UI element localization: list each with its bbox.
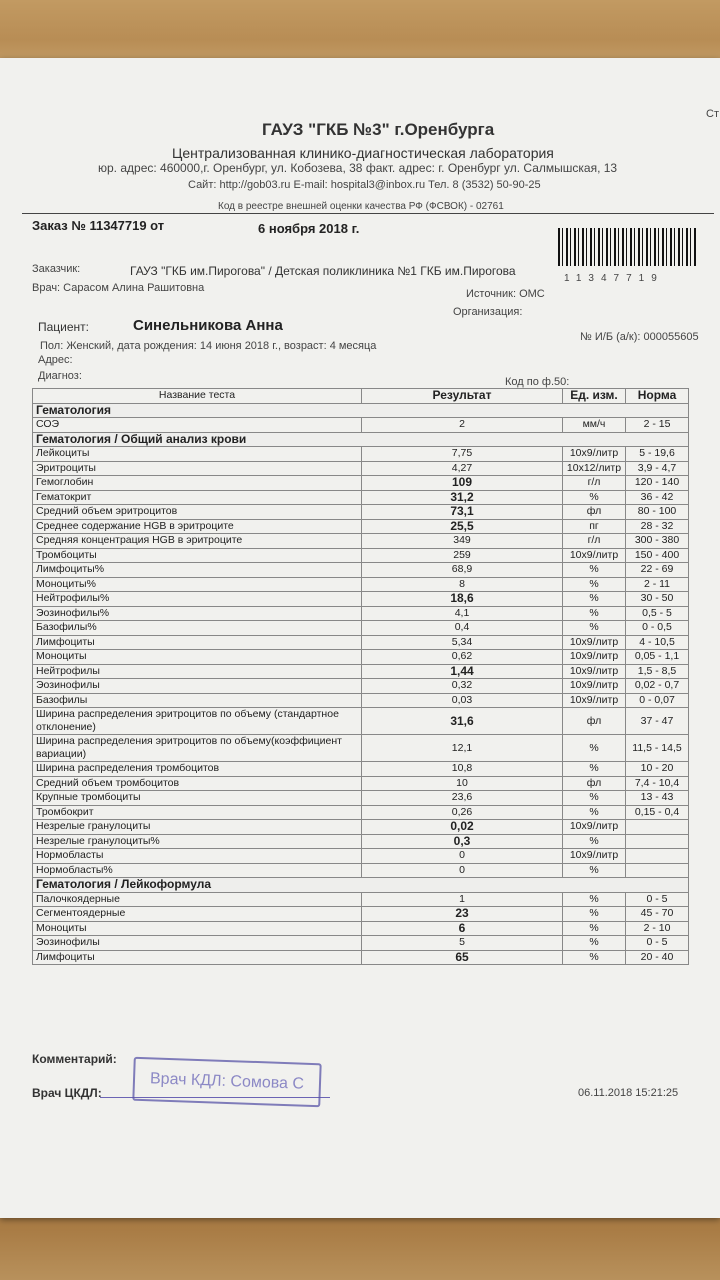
test-name: Гематокрит: [33, 490, 362, 505]
table-row: [33, 708, 689, 735]
test-norm: 3,9 - 4,7: [626, 461, 689, 476]
test-unit: фл: [563, 505, 626, 520]
test-norm: 36 - 42: [626, 490, 689, 505]
test-result: 23,6: [362, 791, 563, 806]
test-norm: 4 - 10,5: [626, 635, 689, 650]
test-unit: %: [563, 606, 626, 621]
test-unit: 10х9/литр: [563, 693, 626, 708]
test-unit: 10х9/литр: [563, 635, 626, 650]
column-norm-header: Норма: [626, 389, 689, 404]
test-norm: 28 - 32: [626, 519, 689, 534]
table-row: [33, 606, 689, 621]
test-norm: 10 - 20: [626, 762, 689, 777]
test-norm: 2 - 10: [626, 921, 689, 936]
test-result: 1,44: [362, 664, 563, 679]
test-name: Моноциты: [33, 650, 362, 665]
test-norm: 120 - 140: [626, 476, 689, 491]
test-norm: 22 - 69: [626, 563, 689, 578]
test-unit: %: [563, 805, 626, 820]
test-result: 0,32: [362, 679, 563, 694]
order-number: Заказ № 11347719 от: [32, 218, 165, 233]
table-row: [33, 534, 689, 549]
test-result: 12,1: [362, 735, 563, 762]
test-norm: [626, 820, 689, 835]
test-name: Крупные тромбоциты: [33, 791, 362, 806]
test-name: Гемоглобин: [33, 476, 362, 491]
test-name: Эозинофилы%: [33, 606, 362, 621]
table-row: [33, 834, 689, 849]
test-name: Нейтрофилы%: [33, 592, 362, 607]
table-row: [33, 577, 689, 592]
test-name: Незрелые гранулоциты%: [33, 834, 362, 849]
form-code-label: Код по ф.50:: [505, 376, 570, 388]
test-name: Нейтрофилы: [33, 664, 362, 679]
test-unit: %: [563, 950, 626, 965]
table-row: [33, 621, 689, 636]
table-row: [33, 907, 689, 922]
test-unit: 10х9/литр: [563, 650, 626, 665]
test-result: 2: [362, 418, 563, 433]
test-name: Моноциты: [33, 921, 362, 936]
test-norm: 1,5 - 8,5: [626, 664, 689, 679]
test-unit: 10х9/литр: [563, 820, 626, 835]
diagnosis-label: Диагноз:: [38, 370, 82, 382]
test-name: Моноциты%: [33, 577, 362, 592]
table-row: [33, 490, 689, 505]
test-unit: %: [563, 936, 626, 951]
table-row: [33, 519, 689, 534]
patient-label: Пациент:: [38, 320, 90, 334]
test-result: 5,34: [362, 635, 563, 650]
test-norm: 2 - 11: [626, 577, 689, 592]
section-header-row: [33, 403, 689, 418]
test-result: 0: [362, 849, 563, 864]
test-name: Эозинофилы: [33, 936, 362, 951]
test-name: Нормобласты: [33, 849, 362, 864]
test-unit: фл: [563, 776, 626, 791]
test-unit: %: [563, 621, 626, 636]
table-row: [33, 820, 689, 835]
test-norm: 0,5 - 5: [626, 606, 689, 621]
test-unit: %: [563, 892, 626, 907]
print-timestamp: 06.11.2018 15:21:25: [578, 1087, 679, 1099]
test-norm: 0,02 - 0,7: [626, 679, 689, 694]
table-row: [33, 664, 689, 679]
table-row: [33, 849, 689, 864]
test-result: 4,1: [362, 606, 563, 621]
test-result: 0,4: [362, 621, 563, 636]
org-title: ГАУЗ "ГКБ №3" г.Оренбурга: [262, 120, 495, 139]
customer-label: Заказчик:: [32, 263, 81, 275]
test-norm: 5 - 19,6: [626, 447, 689, 462]
barcode-number: 11347719: [564, 273, 664, 284]
test-result: 73,1: [362, 505, 563, 520]
test-result: 0,62: [362, 650, 563, 665]
test-name: Базофилы%: [33, 621, 362, 636]
test-unit: фл: [563, 708, 626, 735]
table-row: [33, 447, 689, 462]
test-result: 68,9: [362, 563, 563, 578]
table-row: [33, 892, 689, 907]
test-norm: [626, 834, 689, 849]
table-row: [33, 592, 689, 607]
test-norm: 20 - 40: [626, 950, 689, 965]
section-title: Гематология: [33, 403, 689, 418]
table-row: [33, 762, 689, 777]
test-result: 0,26: [362, 805, 563, 820]
referring-doctor: Врач: Сарасом Алина Рашитовна: [32, 282, 205, 294]
customer-value: ГАУЗ "ГКБ им.Пирогова" / Детская поликлиника №1 ГКБ им.Пирогова: [130, 264, 516, 278]
test-result: 259: [362, 548, 563, 563]
test-norm: 37 - 47: [626, 708, 689, 735]
test-norm: 80 - 100: [626, 505, 689, 520]
test-name: Средний объем эритроцитов: [33, 505, 362, 520]
test-norm: 30 - 50: [626, 592, 689, 607]
test-name: Лимфоциты: [33, 950, 362, 965]
test-result: 31,2: [362, 490, 563, 505]
table-row: [33, 461, 689, 476]
test-name: Эозинофилы: [33, 679, 362, 694]
test-result: 349: [362, 534, 563, 549]
header-divider: [22, 213, 714, 214]
test-unit: %: [563, 490, 626, 505]
test-result: 7,75: [362, 447, 563, 462]
test-name: Ширина распределения эритроцитов по объему(коэффициент вариации): [33, 735, 362, 762]
test-result: 18,6: [362, 592, 563, 607]
test-unit: %: [563, 577, 626, 592]
address-label: Адрес:: [38, 354, 73, 366]
column-unit-header: Ед. изм.: [563, 389, 626, 404]
test-result: 65: [362, 950, 563, 965]
table-row: [33, 418, 689, 433]
medical-record-number: № И/Б (а/к): 000055605: [580, 331, 699, 343]
table-row: [33, 505, 689, 520]
test-name: Лейкоциты: [33, 447, 362, 462]
test-result: 0,02: [362, 820, 563, 835]
test-unit: 10х9/литр: [563, 664, 626, 679]
test-name: Тромбоциты: [33, 548, 362, 563]
test-unit: мм/ч: [563, 418, 626, 433]
table-row: [33, 635, 689, 650]
comment-label: Комментарий:: [32, 1052, 117, 1066]
lab-report-sheet: [0, 58, 720, 1218]
test-norm: 0,15 - 0,4: [626, 805, 689, 820]
test-unit: %: [563, 735, 626, 762]
test-unit: пг: [563, 519, 626, 534]
test-norm: 0,05 - 1,1: [626, 650, 689, 665]
test-norm: [626, 863, 689, 878]
test-unit: г/л: [563, 476, 626, 491]
table-header-row: [33, 389, 689, 404]
order-date: 6 ноября 2018 г.: [258, 221, 360, 236]
test-name: Средний объем тромбоцитов: [33, 776, 362, 791]
test-unit: %: [563, 592, 626, 607]
test-result: 23: [362, 907, 563, 922]
table-row: [33, 791, 689, 806]
test-unit: %: [563, 907, 626, 922]
test-result: 1: [362, 892, 563, 907]
section-title: Гематология / Лейкоформула: [33, 878, 689, 893]
test-unit: 10х9/литр: [563, 447, 626, 462]
patient-name: Синельникова Анна: [133, 317, 283, 334]
test-norm: 0 - 5: [626, 936, 689, 951]
test-name: Базофилы: [33, 693, 362, 708]
table-row: [33, 693, 689, 708]
lab-title: Централизованная клинико-диагностическая лаборатория: [172, 145, 554, 161]
test-norm: 0 - 5: [626, 892, 689, 907]
table-row: [33, 679, 689, 694]
test-name: Ширина распределения тромбоцитов: [33, 762, 362, 777]
test-name: Эритроциты: [33, 461, 362, 476]
test-result: 0: [362, 863, 563, 878]
column-result-header: Результат: [362, 389, 563, 404]
test-name: СОЭ: [33, 418, 362, 433]
test-unit: 10х9/литр: [563, 548, 626, 563]
test-norm: 7,4 - 10,4: [626, 776, 689, 791]
test-name: Среднее содержание HGB в эритроците: [33, 519, 362, 534]
table-row: [33, 936, 689, 951]
test-unit: %: [563, 921, 626, 936]
test-unit: 10х9/литр: [563, 849, 626, 864]
test-result: 109: [362, 476, 563, 491]
test-result: 10: [362, 776, 563, 791]
test-norm: 45 - 70: [626, 907, 689, 922]
test-unit: %: [563, 863, 626, 878]
test-unit: %: [563, 762, 626, 777]
test-name: Незрелые гранулоциты: [33, 820, 362, 835]
column-name-header: Название теста: [33, 389, 362, 404]
test-norm: 13 - 43: [626, 791, 689, 806]
test-unit: %: [563, 563, 626, 578]
test-norm: 2 - 15: [626, 418, 689, 433]
table-row: [33, 735, 689, 762]
table-row: [33, 921, 689, 936]
test-name: Лимфоциты%: [33, 563, 362, 578]
test-result: 4,27: [362, 461, 563, 476]
test-name: Тромбокрит: [33, 805, 362, 820]
test-result: 31,6: [362, 708, 563, 735]
test-name: Ширина распределения эритроцитов по объему (стандартное отклонение): [33, 708, 362, 735]
registry-code: Код в реестре внешней оценки качества РФ (ФСВОК) - 02761: [218, 201, 504, 212]
doctor-stamp: Врач КДЛ: Сомова С: [132, 1057, 321, 1108]
test-result: 8: [362, 577, 563, 592]
table-row: [33, 548, 689, 563]
org-address: юр. адрес: 460000,г. Оренбург, ул. Кобозева, 38 факт. адрес: г. Оренбург ул. Салмышская, 13: [98, 161, 618, 175]
test-result: 10,8: [362, 762, 563, 777]
table-row: [33, 950, 689, 965]
table-row: [33, 476, 689, 491]
lab-doctor-label: Врач ЦКДЛ:: [32, 1086, 102, 1100]
test-norm: 150 - 400: [626, 548, 689, 563]
test-result: 6: [362, 921, 563, 936]
test-norm: 0 - 0,07: [626, 693, 689, 708]
patient-sex-dob: Пол: Женский, дата рождения: 14 июня 2018 г., возраст: 4 месяца: [40, 340, 377, 352]
section-header-row: [33, 878, 689, 893]
table-row: [33, 650, 689, 665]
test-name: Средняя концентрация HGB в эритроците: [33, 534, 362, 549]
test-unit: %: [563, 834, 626, 849]
table-row: [33, 863, 689, 878]
payment-source: Источник: ОМС: [466, 288, 545, 300]
barcode: [558, 228, 696, 266]
table-row: [33, 805, 689, 820]
test-name: Палочкоядерные: [33, 892, 362, 907]
test-result: 0,3: [362, 834, 563, 849]
test-unit: 10х9/литр: [563, 679, 626, 694]
test-norm: 0 - 0,5: [626, 621, 689, 636]
test-result: 25,5: [362, 519, 563, 534]
table-row: [33, 776, 689, 791]
test-name: Лимфоциты: [33, 635, 362, 650]
org-contacts: Сайт: http://gob03.ru E-mail: hospital3@inbox.ru Тел. 8 (3532) 50-90-25: [188, 179, 541, 191]
results-table: [32, 388, 689, 965]
test-norm: 11,5 - 14,5: [626, 735, 689, 762]
test-unit: 10х12/литр: [563, 461, 626, 476]
section-title: Гематология / Общий анализ крови: [33, 432, 689, 447]
test-norm: [626, 849, 689, 864]
test-result: 5: [362, 936, 563, 951]
test-result: 0,03: [362, 693, 563, 708]
test-name: Нормобласты%: [33, 863, 362, 878]
section-header-row: [33, 432, 689, 447]
test-unit: %: [563, 791, 626, 806]
test-norm: 300 - 380: [626, 534, 689, 549]
organization-label: Организация:: [453, 306, 523, 318]
test-name: Сегментоядерные: [33, 907, 362, 922]
test-unit: г/л: [563, 534, 626, 549]
corner-text: Ст: [706, 108, 719, 120]
table-row: [33, 563, 689, 578]
